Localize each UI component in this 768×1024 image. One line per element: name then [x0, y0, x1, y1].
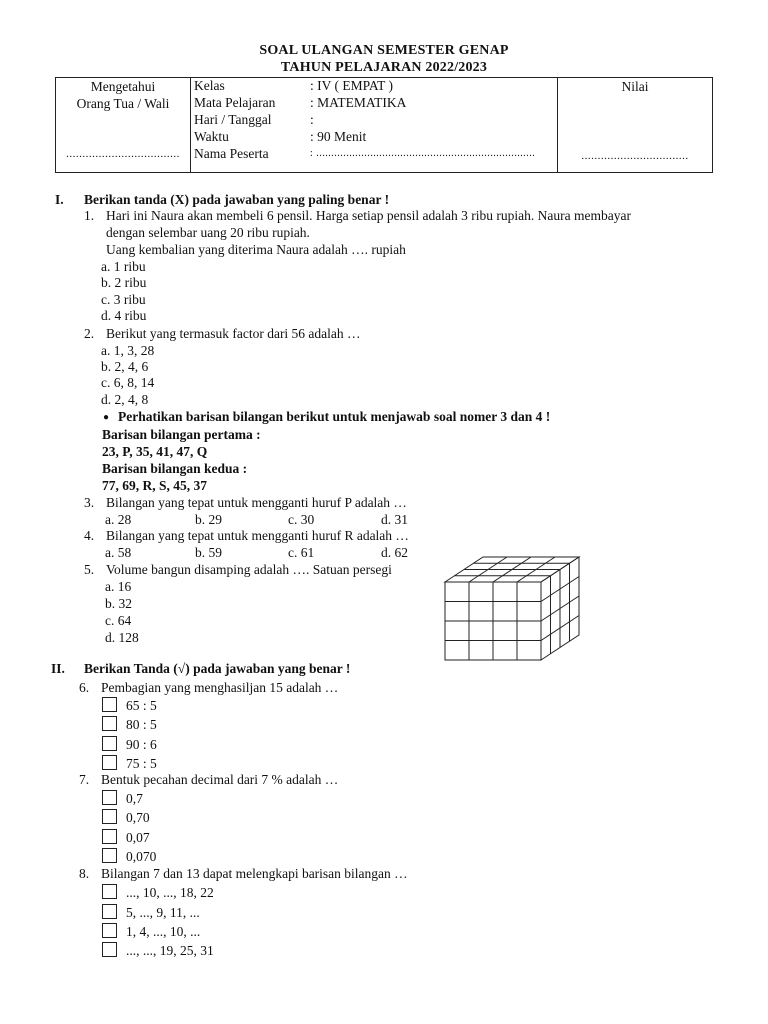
- q4-number: 4.: [84, 528, 95, 543]
- q1-option-a[interactable]: a. 1 ribu: [101, 259, 146, 274]
- label-waktu: Waktu: [194, 129, 229, 144]
- parent-label: Orang Tua / Wali: [76, 96, 170, 111]
- q6-option-2[interactable]: [102, 716, 157, 733]
- q8-option-4-label: ..., ..., 19, 25, 31: [126, 943, 214, 958]
- q8-option-1[interactable]: [102, 884, 214, 901]
- parent-cell: [56, 78, 191, 173]
- q1-option-b[interactable]: b. 2 ribu: [101, 275, 147, 290]
- value-mapel: : MATEMATIKA: [310, 95, 407, 110]
- bullet-icon: ●: [103, 412, 110, 423]
- q5-option-d[interactable]: d. 128: [105, 630, 139, 645]
- q7-option-3[interactable]: [102, 829, 150, 846]
- q1-option-c[interactable]: c. 3 ribu: [101, 292, 146, 307]
- q1-line3: Uang kembalian yang diterima Naura adalah …. rupiah: [106, 242, 406, 257]
- section1-title: Berikan tanda (X) pada jawaban yang paling benar !: [84, 192, 390, 207]
- checkbox[interactable]: [102, 697, 117, 712]
- checkbox[interactable]: [102, 904, 117, 919]
- section2-number: II.: [51, 661, 65, 676]
- q1-line1: Hari ini Naura akan membeli 6 pensil. Harga setiap pensil adalah 3 ribu rupiah. Naura membayar: [106, 208, 631, 223]
- q5-option-c[interactable]: c. 64: [105, 613, 132, 628]
- q4-option-b[interactable]: b. 59: [195, 545, 222, 560]
- checkbox[interactable]: [102, 848, 117, 863]
- mengetahui-label: Mengetahui: [90, 79, 156, 94]
- score-cell: [558, 78, 713, 173]
- value-kelas: : IV ( EMPAT ): [310, 78, 394, 93]
- q5-option-b[interactable]: b. 32: [105, 596, 132, 611]
- checkbox[interactable]: [102, 716, 117, 731]
- label-hari: Hari / Tanggal: [194, 112, 272, 127]
- note-text: Perhatikan barisan bilangan berikut untuk menjawab soal nomer 3 dan 4 !: [118, 409, 551, 424]
- checkbox[interactable]: [102, 736, 117, 751]
- second-sequence: 77, 69, R, S, 45, 37: [102, 478, 208, 493]
- q1-number: 1.: [84, 208, 95, 223]
- q6-option-3-label: 90 : 6: [126, 737, 157, 752]
- identity-table: [55, 77, 713, 173]
- q6-text: Pembagian yang menghasiljan 15 adalah …: [101, 680, 339, 695]
- second-sequence-label: Barisan bilangan kedua :: [102, 461, 248, 476]
- q4-option-c[interactable]: c. 61: [288, 545, 315, 560]
- q8-number: 8.: [79, 866, 90, 881]
- label-nama: Nama Peserta: [194, 146, 269, 161]
- q5-text: Volume bangun disamping adalah …. Satuan persegi: [106, 562, 392, 577]
- q6-number: 6.: [79, 680, 90, 695]
- q8-text: Bilangan 7 dan 13 dapat melengkapi barisan bilangan …: [101, 866, 408, 881]
- q5-number: 5.: [84, 562, 95, 577]
- q7-option-1-label: 0,7: [126, 791, 143, 806]
- q2-text: Berikut yang termasuk factor dari 56 adalah …: [106, 326, 361, 341]
- q2-number: 2.: [84, 326, 95, 341]
- checkbox[interactable]: [102, 829, 117, 844]
- q3-option-b[interactable]: b. 29: [195, 512, 222, 527]
- value-hari[interactable]: :: [310, 112, 314, 127]
- q8-option-2[interactable]: [102, 904, 200, 921]
- q7-option-2-label: 0,70: [126, 810, 150, 825]
- q8-option-3[interactable]: [102, 923, 200, 940]
- q7-number: 7.: [79, 772, 90, 787]
- q1-option-d[interactable]: d. 4 ribu: [101, 308, 147, 323]
- checkbox[interactable]: [102, 884, 117, 899]
- q3-text: Bilangan yang tepat untuk mengganti huruf P adalah …: [106, 495, 407, 510]
- q6-option-3[interactable]: [102, 736, 157, 753]
- first-sequence: 23, P, 35, 41, 47, Q: [102, 444, 208, 459]
- q7-text: Bentuk pecahan decimal dari 7 % adalah …: [101, 772, 339, 787]
- q4-text: Bilangan yang tepat untuk mengganti huruf R adalah …: [106, 528, 409, 543]
- q7-option-2[interactable]: [102, 809, 150, 826]
- q6-option-1-label: 65 : 5: [126, 698, 157, 713]
- checkbox[interactable]: [102, 942, 117, 957]
- value-nama[interactable]: : .........................................................................: [310, 148, 536, 159]
- q2-option-b[interactable]: b. 2, 4, 6: [101, 359, 149, 374]
- q8-option-2-label: 5, ..., 9, 11, ...: [126, 905, 200, 920]
- cube-figure: [440, 552, 590, 664]
- q8-option-4[interactable]: [102, 942, 214, 959]
- q3-option-c[interactable]: c. 30: [288, 512, 315, 527]
- q3-option-a[interactable]: a. 28: [105, 512, 132, 527]
- q6-option-1[interactable]: [102, 697, 157, 714]
- q8-option-3-label: 1, 4, ..., 10, ...: [126, 924, 201, 939]
- q2-option-d[interactable]: d. 2, 4, 8: [101, 392, 149, 407]
- label-mapel: Mata Pelajaran: [194, 95, 276, 110]
- checkbox[interactable]: [102, 790, 117, 805]
- q7-option-1[interactable]: [102, 790, 143, 807]
- q7-option-4-label: 0,070: [126, 849, 157, 864]
- label-kelas: Kelas: [194, 78, 225, 93]
- q6-option-4[interactable]: [102, 755, 157, 772]
- info-cell: [191, 78, 558, 173]
- q3-number: 3.: [84, 495, 95, 510]
- q8-option-1-label: ..., 10, ..., 18, 22: [126, 885, 214, 900]
- q4-option-a[interactable]: a. 58: [105, 545, 132, 560]
- q6-option-4-label: 75 : 5: [126, 756, 157, 771]
- q4-option-d[interactable]: d. 62: [381, 545, 408, 560]
- score-line[interactable]: .................................: [581, 150, 689, 162]
- exam-title: SOAL ULANGAN SEMESTER GENAP: [259, 43, 509, 58]
- q5-option-a[interactable]: a. 16: [105, 579, 132, 594]
- checkbox[interactable]: [102, 755, 117, 770]
- value-waktu: : 90 Menit: [310, 129, 367, 144]
- section1-number: I.: [55, 192, 64, 207]
- q6-option-2-label: 80 : 5: [126, 717, 157, 732]
- q3-option-d[interactable]: d. 31: [381, 512, 408, 527]
- q1-line2: dengan selembar uang 20 ribu rupiah.: [106, 225, 310, 240]
- section2-title: Berikan Tanda (√) pada jawaban yang benar !: [84, 661, 351, 676]
- q7-option-3-label: 0,07: [126, 830, 150, 845]
- q2-option-a[interactable]: a. 1, 3, 28: [101, 343, 155, 358]
- checkbox[interactable]: [102, 923, 117, 938]
- nilai-label: Nilai: [621, 79, 649, 94]
- parent-signature-line[interactable]: ...................................: [66, 148, 180, 160]
- checkbox[interactable]: [102, 809, 117, 824]
- q2-option-c[interactable]: c. 6, 8, 14: [101, 375, 155, 390]
- q7-option-4[interactable]: [102, 848, 156, 865]
- exam-year: TAHUN PELAJARAN 2022/2023: [280, 60, 488, 75]
- first-sequence-label: Barisan bilangan pertama :: [102, 427, 261, 442]
